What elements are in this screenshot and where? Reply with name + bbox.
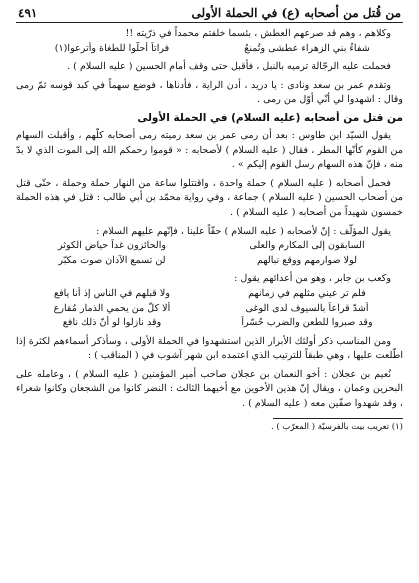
running-title: من قُتل من أصحابه (ع) في الحملة الأولى	[191, 6, 401, 20]
paragraph: يقول المؤلّف : إنّ لأصحابه ( عليه السلام ) حقّاً علينا ، فإنّهم عليهم السلام :	[96, 225, 391, 237]
poem-verse	[22, 287, 397, 302]
paragraph: نُعيم بن عجلان : أخو النعمان بن عجلان صاحب أمير المؤمنين ( عليه السلام ) ، وعامله على البحرين وعمان ، ويقال إنّ هذين الأخوين مع أخيهما الثالث : النضر كانوا من الشجعان وكانوا شعراء ، وقد شهدوا صفّين معه ( عليه السلام ) .	[16, 368, 403, 410]
poem-verse	[22, 239, 397, 254]
paragraph: فحملت عليه الرجّالة ترميه بالنبل ، فأقبل حتى وقف أمام الحسين ( عليه السلام ) .	[67, 61, 391, 73]
verse-first-hemistich: فلم تر عيني مثلهم في زمانهم	[248, 287, 366, 299]
poem-verse	[22, 316, 397, 331]
verse-second-hemistich: والحائزون غداً حياض الكوثر	[58, 240, 166, 252]
page-number: ٤٩١	[18, 6, 38, 20]
verse-second-hemistich: لن تسمع الآذان صوت مكبّر	[58, 254, 166, 266]
verse-first-hemistich: لولا صوارمهم ووقع نبالهم	[256, 254, 358, 266]
poem-verse	[22, 42, 397, 57]
verse-first-hemistich: شفاءُ بني الزهراء عطشى وتُمنعُ	[244, 42, 370, 54]
poem-verse	[22, 302, 397, 317]
poem-verse	[22, 254, 397, 269]
verse-second-hemistich: فراتاً أحلّوا للطغاة وأترعوا(١)	[54, 42, 170, 54]
verse-first-hemistich: أشدّ قراعاً بالسيوف لدى الوغى	[245, 302, 369, 314]
page-body	[16, 23, 403, 434]
footnote-divider	[273, 418, 403, 419]
verse-second-hemistich: ولا قبلهم في الناس إذ أنا يافع	[53, 287, 171, 299]
paragraph: ومن المناسب ذكر أولئك الأبرار الذين استشهدوا في الحملة الأولى ، وسأذكر أسماءهم لكثرة إذا اطّلعت عليها ، وهي طبقاً للترتيب الذي اعتمده ابن شهر آشوب في ( المناقب ) :	[16, 335, 403, 362]
paragraph: فحمل أصحابه ( عليه السلام ) حملة واحدة ، واقتتلوا ساعة من النهار حملة وحملة ، حتّى قتل من أصحاب الحسين ( عليه السلام ) جماعة ، وفي رواية محمّد بن أبي طالب : قتل في هذه الحملة خمسون شهيداً من أصحابه ( عليه السلام ) .	[16, 177, 403, 218]
paragraph: وكعب بن جابر ، وهو من أعدائهم يقول :	[234, 273, 391, 285]
paragraph: وتقدم عمر بن سعد ونادى : يا دريد ، أدن الراية ، فأدناها ، فوضع سهماً في كبد قوسه ثمّ رمى وقال : اشهدوا لي أنّي أوّل من رمى .	[16, 79, 403, 106]
section-heading: من قتل من أصحابه (عليه السلام) في الحملة الأولى	[137, 111, 403, 124]
verse-second-hemistich: وقد نازلوا لو أنّ ذلك نافع	[62, 317, 162, 329]
verse-first-hemistich: السابقون إلى المكارم والعلى	[249, 240, 365, 252]
verse-first-hemistich: وقد صبروا للطعن والضرب حُسّراً	[241, 317, 373, 329]
footnote: (١) تعريب بيت بالفرسيّة ( المعرّب ) .	[270, 421, 403, 432]
page-header	[16, 6, 403, 23]
paragraph: وكلاهم ، وهم قد صرعهم العطش ، بئسما خلفتم محمداً في ذرّيته !!	[125, 28, 391, 39]
verse-second-hemistich: ألا كلّ من يحمي الذمار مُقارع	[53, 302, 171, 314]
paragraph: يقول السيّد ابن طاوس : بعد أن رمى عمر بن سعد رميته رمى أصحابه كلّهم ، وأقبلت السهام من القوم كأنّها المطر ، فقال ( عليه السلام ) لأصحابه : « قوموا رحمكم الله إلى الموت الذي لا بدّ منه ، فإنّ هذه السهام رسل القوم إليكم » .	[16, 129, 403, 171]
